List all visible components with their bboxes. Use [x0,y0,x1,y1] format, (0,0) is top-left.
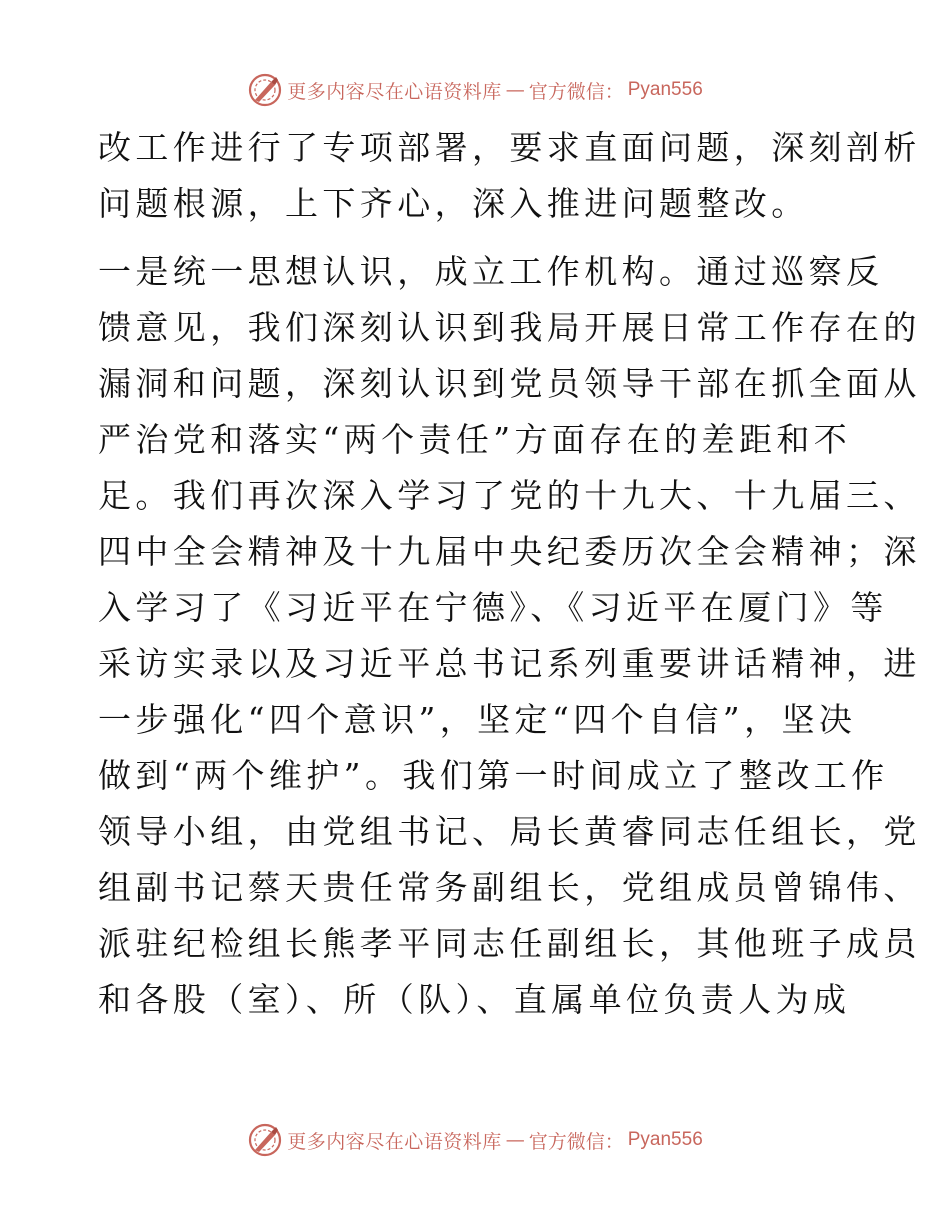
header-wechat-id: Pyan556 [627,79,703,100]
text-line: 做到“两个维护”。我们第一时间成立了整改工作 [98,756,889,795]
paragraph-gap [98,232,858,244]
header-wechat-label: 官方微信： [528,80,624,103]
footer-watermark [0,1120,950,1160]
text-line: 改工作进行了专项部署，要求直面问题，深刻剖析 [98,128,921,167]
text-line: 严治党和落实“两个责任”方面存在的差距和不 [98,420,852,459]
text-line: 和各股（室）、所（队）、直属单位负责人为成 [98,980,851,1019]
paragraph [98,120,921,232]
header-site-text: 更多内容尽在心语资料库 [287,80,502,103]
text-line: 漏洞和问题，深刻认识到党员领导干部在抓全面从 [98,364,921,403]
header-watermark [0,70,950,110]
text-line: 入学习了《习近平在宁德》、《习近平在厦门》等 [98,588,888,627]
document-body [98,120,921,1028]
text-line: 派驻纪检组长熊孝平同志任副组长，其他班子成员 [98,924,921,963]
footer-separator: — [505,1129,525,1151]
footer-watermark-inner [247,1122,703,1158]
text-line: 一步强化“四个意识”，坚定“四个自信”，坚决 [98,700,857,739]
paragraph [98,244,921,1028]
text-line: 组副书记蔡天贵任常务副组长，党组成员曾锦伟、 [98,868,921,907]
text-line: 采访实录以及习近平总书记系列重要讲话精神，进 [98,644,921,683]
text-line: 馈意见，我们深刻认识到我局开展日常工作存在的 [98,308,921,347]
pen-logo-icon [247,72,283,108]
text-line: 四中全会精神及十九届中央纪委历次全会精神；深 [98,532,921,571]
text-line: 问题根源，上下齐心，深入推进问题整改。 [98,184,809,223]
text-line: 领导小组，由党组书记、局长黄睿同志任组长，党 [98,812,921,851]
text-line: 足。我们再次深入学习了党的十九大、十九届三、 [98,476,921,515]
header-separator: — [505,79,525,101]
footer-wechat-label: 官方微信： [528,1130,624,1153]
header-watermark-inner [247,72,703,108]
text-line: 一是统一思想认识，成立工作机构。通过巡察反 [98,252,884,291]
pen-logo-icon [247,1122,283,1158]
footer-site-text: 更多内容尽在心语资料库 [287,1130,502,1153]
footer-wechat-id: Pyan556 [627,1129,703,1150]
